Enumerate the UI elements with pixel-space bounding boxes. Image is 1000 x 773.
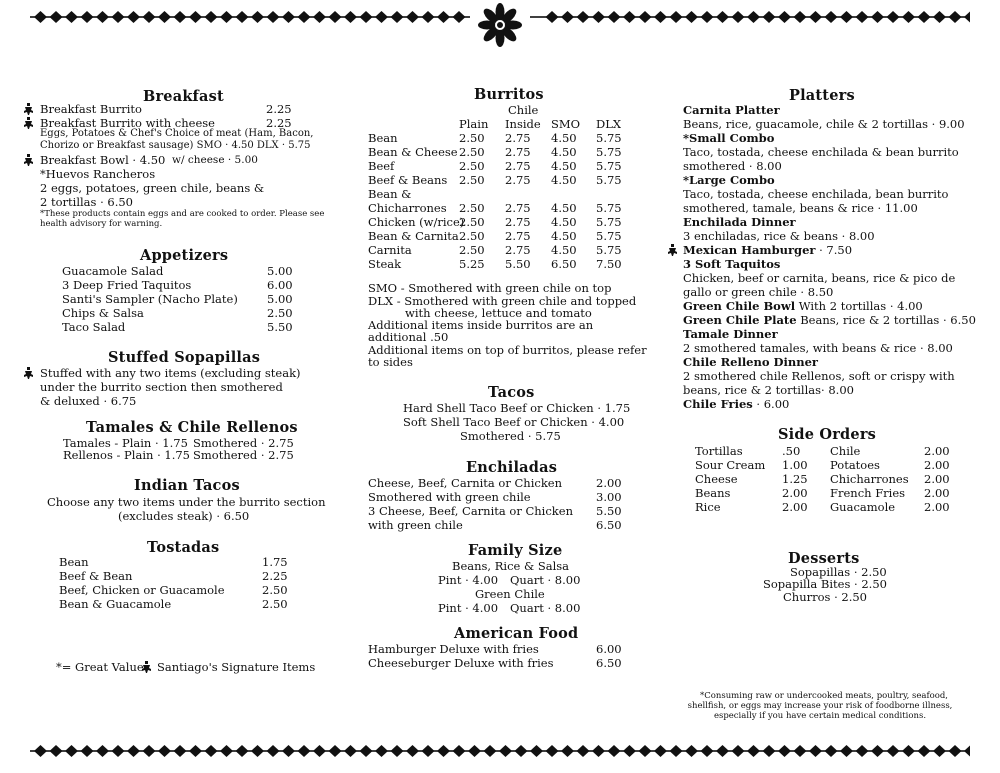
health-disclaimer: *Consuming raw or undercooked meats, poultry, seafood, xyxy=(700,691,949,701)
platter-name: Enchilada Dinner xyxy=(683,215,796,229)
item-price: 2.00 xyxy=(924,458,950,472)
item-description: Taco, tostada, cheese enchilada & bean burrito xyxy=(683,145,959,159)
menu-item: Pint · 4.00 xyxy=(438,573,499,587)
item-price: 2.00 xyxy=(924,444,950,458)
table-row xyxy=(368,159,628,173)
menu-item: Smothered · 2.75 xyxy=(193,448,294,462)
menu-item xyxy=(683,243,852,257)
item-name: French Fries xyxy=(830,486,906,500)
table-cell: 5.25 xyxy=(459,257,485,271)
list-item xyxy=(830,472,950,486)
item-price: 6.50 xyxy=(596,656,622,670)
menu-item xyxy=(683,397,789,411)
item-description: Stuffed with any two items (excluding steak) xyxy=(40,366,301,380)
list-item xyxy=(368,504,628,518)
item-description: under the burrito section then smothered xyxy=(40,380,283,394)
menu-item: Green Chile xyxy=(475,587,545,601)
table-cell: 4.50 xyxy=(551,173,577,187)
platter-name: Green Chile Plate xyxy=(683,313,797,327)
item-name: Guacamole Salad xyxy=(62,264,164,278)
item-price: 2.00 xyxy=(782,500,808,514)
menu-price: · 6.00 xyxy=(752,397,790,411)
item-name: Chips & Salsa xyxy=(62,306,144,320)
burrito-name: Bean & xyxy=(368,187,412,201)
table-row xyxy=(368,215,628,229)
item-price: 2.50 xyxy=(262,597,288,611)
item-name: Santi's Sampler (Nacho Plate) xyxy=(62,292,238,306)
table-cell: 2.75 xyxy=(505,145,531,159)
menu-item: *Huevos Rancheros xyxy=(40,167,156,181)
item-price: 2.00 xyxy=(924,500,950,514)
item-name: Sour Cream xyxy=(695,458,766,472)
menu-price: 2.25 xyxy=(266,116,292,130)
american-food-list xyxy=(368,642,628,670)
table-cell: 5.75 xyxy=(596,145,622,159)
item-name: Bean & Guacamole xyxy=(59,597,172,611)
table-cell: 4.50 xyxy=(551,159,577,173)
table-cell: 2.50 xyxy=(459,201,485,215)
menu-item: Smothered · 5.75 xyxy=(460,429,561,443)
burritos-table xyxy=(368,131,628,271)
tostadas-heading: Tostadas xyxy=(147,539,220,556)
table-cell: 5.75 xyxy=(596,243,622,257)
list-item xyxy=(59,597,299,611)
list-item xyxy=(368,518,628,532)
burrito-name: Beef xyxy=(368,159,395,173)
burrito-name: Steak xyxy=(368,257,402,271)
item-name: Hamburger Deluxe with fries xyxy=(368,642,539,656)
list-item xyxy=(695,500,815,514)
item-price: 6.00 xyxy=(596,642,622,656)
indian-tacos-heading: Indian Tacos xyxy=(134,477,240,494)
menu-item: Soft Shell Taco Beef or Chicken · 4.00 xyxy=(403,415,625,429)
great-value-legend: *= Great Value xyxy=(56,660,144,674)
item-price: 5.50 xyxy=(596,504,622,518)
column-header: SMO xyxy=(551,117,581,131)
item-price: 5.00 xyxy=(267,292,293,306)
table-row xyxy=(368,229,628,243)
list-item xyxy=(695,444,815,458)
item-price: 3.00 xyxy=(596,490,622,504)
item-name: with green chile xyxy=(368,518,463,532)
note: Additional items inside burritos are an xyxy=(368,318,594,332)
note: SMO - Smothered with green chile on top xyxy=(368,281,612,295)
table-cell: 2.75 xyxy=(505,229,531,243)
item-description: Chorizo or Breakfast sausage) SMO · 4.50 DLX · 5.75 xyxy=(40,140,311,151)
item-price: 2.00 xyxy=(782,486,808,500)
item-description: Eggs, Potatoes & Chef's Choice of meat (Ham, Bacon, xyxy=(40,128,314,139)
platter-name: Carnita Platter xyxy=(683,103,780,117)
list-item xyxy=(59,555,299,569)
item-price: 2.25 xyxy=(262,569,288,583)
table-cell: 7.50 xyxy=(596,257,622,271)
list-item xyxy=(368,490,628,504)
appetizers-list xyxy=(62,264,302,334)
list-item xyxy=(59,569,299,583)
list-item xyxy=(830,444,950,458)
menu-item: Tamales - Plain · 1.75 xyxy=(63,436,188,450)
menu-item: Quart · 8.00 xyxy=(510,601,581,615)
column-header: Chile xyxy=(508,103,539,117)
item-description: (excludes steak) · 6.50 xyxy=(118,509,250,523)
bottom-diamond-border xyxy=(30,744,970,758)
menu-item: Smothered · 2.75 xyxy=(193,436,294,450)
item-price: .50 xyxy=(782,444,801,458)
table-row xyxy=(368,187,628,201)
table-row xyxy=(368,201,628,215)
item-price: 2.50 xyxy=(262,583,288,597)
burrito-name: Bean & Carnita xyxy=(368,229,459,243)
platter-name: 3 Soft Taquitos xyxy=(683,257,781,271)
burrito-name: Carnita xyxy=(368,243,412,257)
menu-item-variant: w/ cheese · 5.00 xyxy=(172,154,258,166)
item-description: With 2 tortillas · 4.00 xyxy=(795,299,923,313)
platter-name: Chile Fries xyxy=(683,397,753,411)
list-item xyxy=(62,292,302,306)
dessert-item: Sopapilla Bites · 2.50 xyxy=(763,577,887,591)
item-description: smothered, tamale, beans & rice · 11.00 xyxy=(683,201,918,215)
item-name: Potatoes xyxy=(830,458,880,472)
item-name: Taco Salad xyxy=(62,320,126,334)
table-cell: 2.50 xyxy=(459,159,485,173)
item-description: & deluxed · 6.75 xyxy=(40,394,137,408)
platter-name: Tamale Dinner xyxy=(683,327,778,341)
health-disclaimer: especially if you have certain medical conditions. xyxy=(713,711,927,721)
table-cell: 5.50 xyxy=(505,257,531,271)
list-item xyxy=(830,500,950,514)
item-description: Beans, rice & 2 tortillas · 6.50 xyxy=(796,313,976,327)
table-row xyxy=(368,145,628,159)
list-item xyxy=(695,472,815,486)
item-description: 2 tortillas · 6.50 xyxy=(40,195,133,209)
signature-legend: Santiago's Signature Items xyxy=(157,660,316,674)
platter-name: Chile Relleno Dinner xyxy=(683,355,818,369)
signature-item-icon xyxy=(666,243,680,257)
item-price: 1.00 xyxy=(782,458,808,472)
footnote: health advisory for warning. xyxy=(40,219,163,229)
menu-item xyxy=(683,299,923,313)
signature-item-icon xyxy=(140,660,154,674)
platter-name: Mexican Hamburger xyxy=(683,243,816,257)
item-description: Beans, rice, guacamole, chile & 2 tortillas · 9.00 xyxy=(683,117,965,131)
health-disclaimer: shellfish, or eggs may increase your risk of foodborne illness, xyxy=(687,701,953,711)
item-price: 2.00 xyxy=(596,476,622,490)
item-description: smothered · 8.00 xyxy=(683,159,782,173)
burrito-name: Beef & Beans xyxy=(368,173,448,187)
item-name: Beef, Chicken or Guacamole xyxy=(59,583,225,597)
item-name: Guacamole xyxy=(830,500,896,514)
item-name: Beef & Bean xyxy=(59,569,133,583)
platter-name: *Large Combo xyxy=(683,173,775,187)
menu-item: Beans, Rice & Salsa xyxy=(452,559,570,573)
family-size-heading: Family Size xyxy=(468,542,563,559)
enchiladas-list xyxy=(368,476,628,532)
burrito-name: Chicharrones xyxy=(368,201,447,215)
table-cell: 5.75 xyxy=(596,229,622,243)
burritos-heading: Burritos xyxy=(474,86,544,103)
sopapillas-heading: Stuffed Sopapillas xyxy=(108,349,261,366)
signature-item-icon xyxy=(22,102,36,116)
signature-item-icon xyxy=(22,153,36,167)
item-name: Cheese xyxy=(695,472,738,486)
burrito-name: Chicken (w/rice) xyxy=(368,215,465,229)
item-price: 6.00 xyxy=(267,278,293,292)
item-price: 5.00 xyxy=(267,264,293,278)
list-item xyxy=(368,656,628,670)
table-cell: 4.50 xyxy=(551,145,577,159)
item-name: Chicharrones xyxy=(830,472,909,486)
list-item xyxy=(368,476,628,490)
item-name: Tortillas xyxy=(695,444,743,458)
tostadas-list xyxy=(59,555,299,611)
item-name: Chile xyxy=(830,444,861,458)
breakfast-heading: Breakfast xyxy=(143,88,224,105)
item-price: 1.25 xyxy=(782,472,808,486)
table-cell: 2.75 xyxy=(505,173,531,187)
note: with cheese, lettuce and tomato xyxy=(405,306,592,320)
menu-item: Breakfast Burrito xyxy=(40,102,142,116)
item-description: Taco, tostada, cheese enchilada, bean burrito xyxy=(683,187,949,201)
table-cell: 2.75 xyxy=(505,201,531,215)
tamales-heading: Tamales & Chile Rellenos xyxy=(86,419,298,436)
table-cell: 4.50 xyxy=(551,243,577,257)
enchiladas-heading: Enchiladas xyxy=(466,459,558,476)
list-item xyxy=(62,278,302,292)
item-description: Chicken, beef or carnita, beans, rice & pico de xyxy=(683,271,956,285)
desserts-heading: Desserts xyxy=(788,550,860,567)
signature-item-icon xyxy=(22,116,36,130)
signature-item-icon xyxy=(22,366,36,380)
table-row xyxy=(368,173,628,187)
platters-heading: Platters xyxy=(789,87,855,104)
item-price: 5.50 xyxy=(267,320,293,334)
list-item xyxy=(368,642,628,656)
menu-item: Breakfast Bowl · 4.50 xyxy=(40,153,166,167)
table-cell: 5.75 xyxy=(596,159,622,173)
table-cell: 2.50 xyxy=(459,243,485,257)
item-description: Choose any two items under the burrito section xyxy=(47,495,326,509)
table-cell: 2.50 xyxy=(459,229,485,243)
item-name: Bean xyxy=(59,555,89,569)
item-description: 2 smothered tamales, with beans & rice · 8.00 xyxy=(683,341,953,355)
side-orders-list-left xyxy=(695,444,815,514)
table-cell: 2.50 xyxy=(459,145,485,159)
item-description: gallo or green chile · 8.50 xyxy=(683,285,834,299)
item-description: 2 eggs, potatoes, green chile, beans & xyxy=(40,181,265,195)
flower-ornament-icon xyxy=(478,0,522,50)
list-item xyxy=(62,264,302,278)
table-cell: 2.50 xyxy=(459,215,485,229)
menu-price: · 7.50 xyxy=(815,243,853,257)
dessert-item: Sopapillas · 2.50 xyxy=(790,565,887,579)
column-header: Inside xyxy=(505,117,541,131)
list-item xyxy=(830,458,950,472)
burrito-name: Bean xyxy=(368,131,398,145)
dessert-item: Churros · 2.50 xyxy=(783,590,868,604)
table-cell: 2.50 xyxy=(459,131,485,145)
item-price: 2.00 xyxy=(924,486,950,500)
item-name: Beans xyxy=(695,486,731,500)
item-price: 1.75 xyxy=(262,555,288,569)
note: DLX - Smothered with green chile and topped xyxy=(368,294,637,308)
item-price: 2.50 xyxy=(267,306,293,320)
platter-name: Green Chile Bowl xyxy=(683,299,796,313)
list-item xyxy=(62,320,302,334)
table-cell: 4.50 xyxy=(551,229,577,243)
table-row xyxy=(368,243,628,257)
table-cell: 2.50 xyxy=(459,173,485,187)
table-cell: 4.50 xyxy=(551,215,577,229)
list-item xyxy=(695,486,815,500)
table-cell: 5.75 xyxy=(596,201,622,215)
item-name: 3 Cheese, Beef, Carnita or Chicken xyxy=(368,504,573,518)
note: to sides xyxy=(368,355,413,369)
note: additional .50 xyxy=(368,330,449,344)
list-item xyxy=(695,458,815,472)
item-description: beans, rice & 2 tortillas· 8.00 xyxy=(683,383,854,397)
menu-item: Quart · 8.00 xyxy=(510,573,581,587)
table-cell: 5.75 xyxy=(596,215,622,229)
tacos-heading: Tacos xyxy=(488,384,535,401)
table-cell: 5.75 xyxy=(596,173,622,187)
side-orders-heading: Side Orders xyxy=(778,426,877,443)
table-cell: 2.75 xyxy=(505,131,531,145)
table-row xyxy=(368,257,628,271)
footnote: *These products contain eggs and are cooked to order. Please see xyxy=(40,209,325,219)
item-description: 3 enchiladas, rice & beans · 8.00 xyxy=(683,229,875,243)
list-item xyxy=(62,306,302,320)
menu-price: 2.25 xyxy=(266,102,292,116)
platter-name: *Small Combo xyxy=(683,131,775,145)
menu-item: Breakfast Burrito with cheese xyxy=(40,116,215,130)
item-name: 3 Deep Fried Taquitos xyxy=(62,278,192,292)
item-name: Rice xyxy=(695,500,721,514)
item-price: 6.50 xyxy=(596,518,622,532)
menu-item: Pint · 4.00 xyxy=(438,601,499,615)
table-cell: 6.50 xyxy=(551,257,577,271)
item-name: Smothered with green chile xyxy=(368,490,531,504)
table-cell: 4.50 xyxy=(551,131,577,145)
american-food-heading: American Food xyxy=(454,625,579,642)
column-header: DLX xyxy=(596,117,622,131)
side-orders-list-right xyxy=(830,444,950,514)
table-cell: 4.50 xyxy=(551,201,577,215)
column-header: Plain xyxy=(459,117,489,131)
note: Additional items on top of burritos, please refer xyxy=(368,343,647,357)
table-cell: 2.75 xyxy=(505,215,531,229)
item-description: 2 smothered chile Rellenos, soft or crispy with xyxy=(683,369,955,383)
table-cell: 2.75 xyxy=(505,243,531,257)
table-cell: 5.75 xyxy=(596,131,622,145)
menu-item: Rellenos - Plain · 1.75 xyxy=(63,448,190,462)
item-name: Cheese, Beef, Carnita or Chicken xyxy=(368,476,563,490)
menu-item: Hard Shell Taco Beef or Chicken · 1.75 xyxy=(403,401,631,415)
burrito-name: Bean & Cheese xyxy=(368,145,458,159)
table-cell: 2.75 xyxy=(505,159,531,173)
list-item xyxy=(830,486,950,500)
item-price: 2.00 xyxy=(924,472,950,486)
menu-item xyxy=(683,313,976,327)
item-name: Cheeseburger Deluxe with fries xyxy=(368,656,554,670)
table-row xyxy=(368,131,628,145)
list-item xyxy=(59,583,299,597)
appetizers-heading: Appetizers xyxy=(140,247,229,264)
